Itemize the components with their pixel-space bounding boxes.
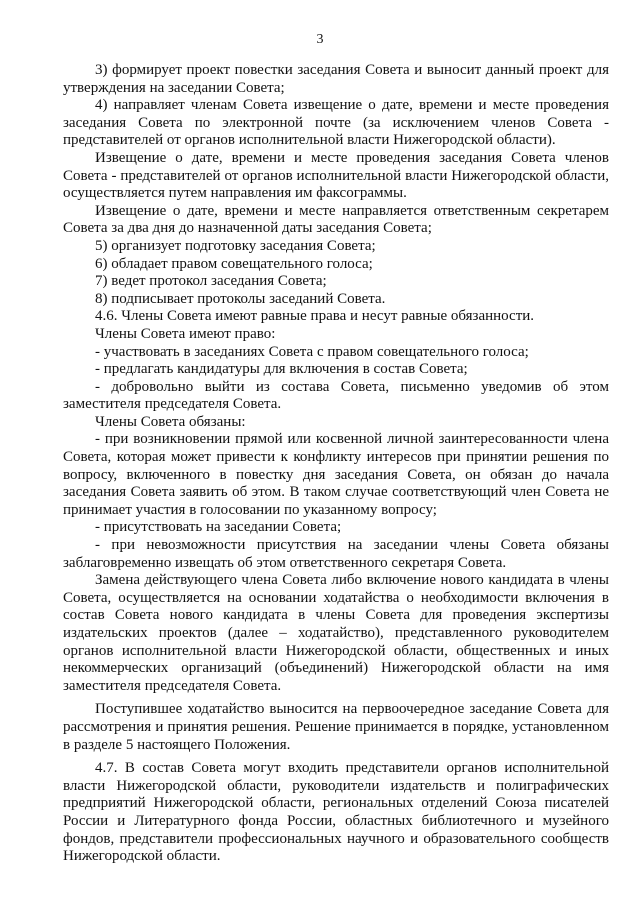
paragraph-right-3: - добровольно выйти из состава Совета, письменно уведомив об этом заместителя председателя Совета. — [63, 378, 609, 413]
paragraph-section-4-6: 4.6. Члены Совета имеют равные права и несут равные обязанности. — [95, 308, 535, 325]
paragraph-item-4: 4) направляет членам Совета извещение о дате, времени и месте проведения заседания Совета по электронной почте (за исключением членов Совета - представителей от органов исполнительной власти Нижегородской области). — [63, 97, 609, 149]
paragraph-right-1: - участвовать в заседаниях Совета с правом совещательного голоса; — [95, 343, 529, 360]
paragraph-item-6: 6) обладает правом совещательного голоса; — [95, 255, 373, 272]
paragraph-rights-heading: Члены Совета имеют право: — [95, 325, 276, 342]
page-number: 3 — [316, 32, 324, 47]
paragraph-duty-2: - присутствовать на заседании Совета; — [95, 519, 342, 536]
paragraph-petition: Поступившее ходатайство выносится на первоочередное заседание Совета для рассмотрения и принятия решения. Решение принимается в порядке, установленном в разделе 5 настоящего Положения. — [63, 701, 609, 753]
document-body — [63, 62, 609, 866]
paragraph-duty-1: - при возникновении прямой или косвенной личной заинтересованности члена Совета, которая может привести к конфликту интересов при принятии решения по вопросу, включенного в повестку дня заседания Совета, он обязан до начала заседания Совета заявить об этом. В таком случае соответствующий член Совета не принимает участия в голосовании по указанному вопросу; — [63, 431, 609, 518]
paragraph-replacement: Замена действующего члена Совета либо включение нового кандидата в члены Совета, осуществляется на основании ходатайства о необходимости включения в состав Совета нового кандидата в члены Совета для проведения экспертизы издательских проектов (далее – ходатайство), представленного руководителем органов исполнительной власти Нижегородской области, общественных и иных некоммерческих организаций (объединений) Нижегородской области на имя заместителя председателя Совета. — [63, 572, 609, 694]
paragraph-item-3: 3) формирует проект повестки заседания Совета и выносит данный проект для утверждения на заседании Совета; — [63, 62, 609, 96]
paragraph-item-5: 5) организует подготовку заседания Совета; — [95, 237, 376, 254]
paragraph-notice-timing: Извещение о дате, времени и месте направляется ответственным секретарем Совета за два дня до назначенной даты заседания Совета; — [63, 202, 609, 237]
paragraph-item-8: 8) подписывает протоколы заседаний Совета. — [95, 290, 386, 307]
paragraph-notice-fax: Извещение о дате, времени и месте проведения заседания Совета членов Совета - представителей от органов исполнительной власти Нижегородской области, осуществляется путем направления им факсограммы. — [63, 149, 609, 202]
paragraph-right-2: - предлагать кандидатуры для включения в состав Совета; — [95, 361, 468, 378]
paragraph-section-4-7: 4.7. В состав Совета могут входить представители органов исполнительной власти Нижегородской области, руководители издательств и полиграфических предприятий Нижегородской области, региональных отделений Союза писателей России и Литературного фонда России, областных библиотечного и музейного фондов, представители профессиональных научного и образовательного сообществ Нижегородской области. — [63, 760, 609, 865]
paragraph-item-7: 7) ведет протокол заседания Совета; — [95, 273, 327, 290]
paragraph-duties-heading: Члены Совета обязаны: — [95, 413, 246, 430]
paragraph-duty-3: - при невозможности присутствия на заседании члены Совета обязаны заблаговременно извещать об этом ответственного секретаря Совета. — [63, 537, 609, 571]
